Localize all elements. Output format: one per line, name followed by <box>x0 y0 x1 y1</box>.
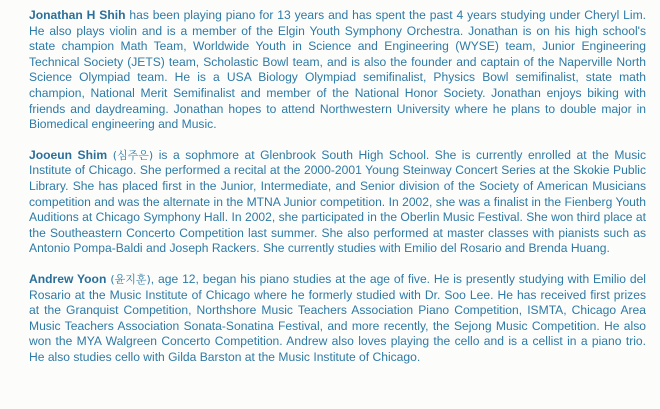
bio-paragraph-jooeun-shim <box>29 148 646 257</box>
bio-paragraph-andrew-yoon <box>29 272 646 366</box>
bio-text: , age 12, began his piano studies at the age of five. He is presently studying with Emilio del Rosario at the Music Institute of Chicago where he formerly studied with Dr. Soo Lee. He has received first prizes at the Granquist Competition, Northshore Music Teachers Association Piano Competition, ISMTA, Chicago Area Music Teachers Association Sonata-Sonatina Festival, and more recently, the Sejong Music Competition. He also won the MYA Walgreen Concerto Competition. Andrew also loves playing the cello and is a cellist in a piano trio. He also studies cello with Gilda Barston at the Music Institute of Chicago. <box>29 271 646 364</box>
bio-name: Jonathan H Shih <box>29 8 126 22</box>
bio-korean-name: (윤지훈) <box>106 272 151 286</box>
bio-name: Jooeun Shim <box>29 147 108 162</box>
bio-text: has been playing piano for 13 years and has spent the past 4 years studying under Cheryl Lim. He also plays violin and is a member of the Elgin Youth Symphony Orchestra. Jonathan is on his high school's state champion Math Team, Worldwide Youth in Science and Engineering (WYSE) team, Junior Engineering Technical Society (JETS) team, Scholastic Bowl team, and is also the founder and captain of the Naperville North Science Olympiad team. He is a USA Biology Olympiad semifinalist, Physics Bowl semifinalist, state math champion, National Merit Semifinalist and member of the National Honor Society. Jonathan enjoys biking with friends and daydreaming. Jonathan hopes to attend Northwestern University where he plans to double major in Biomedical engineering and Music. <box>29 8 646 132</box>
bio-paragraph-jonathan-shih <box>29 8 646 133</box>
bio-korean-name: (심주은) <box>107 148 154 162</box>
bio-name: Andrew Yoon <box>29 271 107 286</box>
bio-text: is a sophmore at Glenbrook South High School. She is currently enrolled at the Music Institute of Chicago. She performed a recital at the 2000-2001 Young Steinway Concert Series at the Skokie Public Library. She has placed first in the Junior, Intermediate, and Senior division of the Society of American Musicians competition and was the alternate in the MTNA Junior competition. In 2002, she was a finalist in the Fienberg Youth Auditions at Chicago Symphony Hall. In 2002, she participated in the Oberlin Music Festival. She won third place at the Southeastern Concerto Competition last summer. She also performed at master classes with pianists such as Antonio Pompa-Baldi and Joseph Rackers. She currently studies with Emilio del Rosario and Brenda Huang. <box>29 147 646 256</box>
